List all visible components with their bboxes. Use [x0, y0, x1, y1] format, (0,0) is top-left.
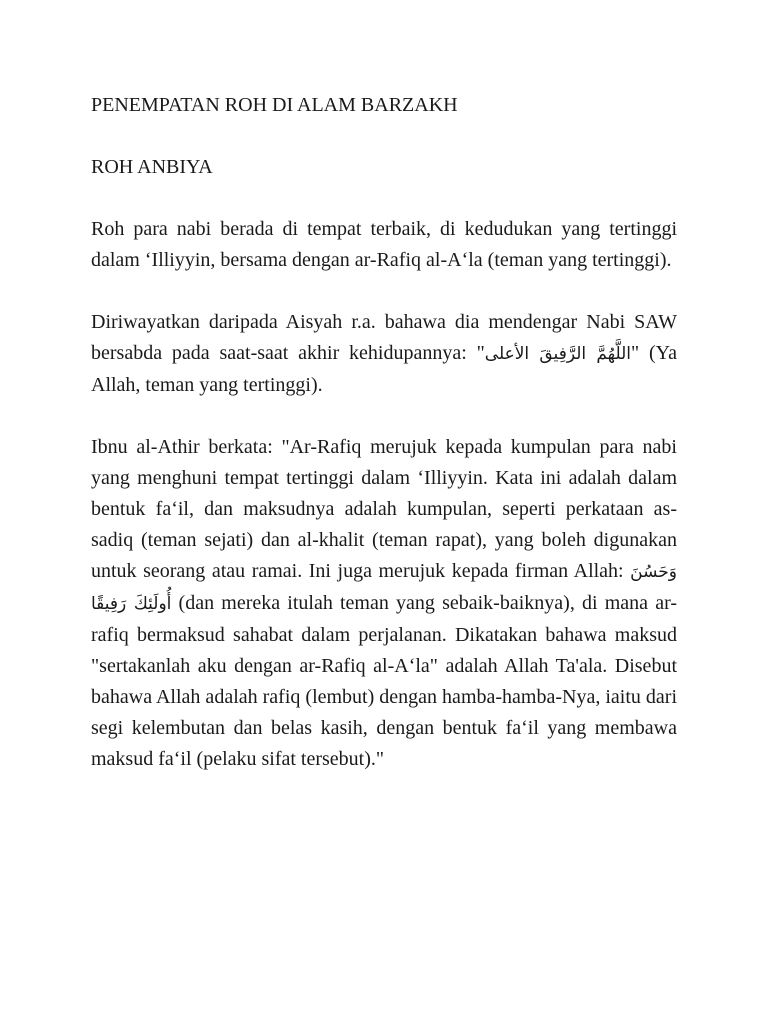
paragraph-3-arabic-verse: وَحَسُنَ أُولَئِكَ رَفِيقًا [91, 562, 677, 614]
paragraph-2-arabic-quote: اللَّهُمَّ الرَّفِيقَ الأعلى [484, 344, 632, 364]
paragraph-3-text-before: Ibnu al-Athir berkata: "Ar-Rafiq merujuk kepada kumpulan para nabi yang menghuni tempat tertinggi dalam ‘Illiyyin. Kata ini adalah dalam bentuk fa‘il, dan maksudnya adalah kumpulan, seperti perkataan as-sadiq (teman sejati) dan al-khalit (teman rapat), yang boleh digunakan untuk seorang atau ramai. Ini juga merujuk kepada firman Allah: [91, 436, 677, 582]
document-page [91, 90, 677, 806]
section-heading: ROH ANBIYA [91, 156, 213, 178]
paragraph-1 [91, 214, 677, 276]
paragraph-3 [91, 432, 677, 775]
paragraph-3-text-after: (dan mereka itulah teman yang sebaik-baiknya), di mana ar-rafiq bermaksud sahabat dalam perjalanan. Dikatakan bahawa maksud "sertakanlah aku dengan ar-Rafiq al-A‘la" adalah Allah Ta'ala. Disebut bahawa Allah adalah rafiq (lembut) dengan hamba-hamba-Nya, iaitu dari segi kelembutan dan belas kasih, dengan bentuk fa‘il yang membawa maksud fa‘il (pelaku sifat tersebut)." [91, 592, 677, 770]
paragraph-1-text: Roh para nabi berada di tempat terbaik, di kedudukan yang tertinggi dalam ‘Illiyyin, bersama dengan ar-Rafiq al-A‘la (teman yang tertinggi). [91, 218, 677, 271]
paragraph-2-text-after: " (Ya Allah, teman yang tertinggi). [91, 342, 677, 396]
document-title: PENEMPATAN ROH DI ALAM BARZAKH [91, 94, 458, 116]
paragraph-2-text-before: Diriwayatkan daripada Aisyah r.a. bahawa dia mendengar Nabi SAW bersabda pada saat-saat akhir kehidupannya: " [91, 311, 677, 364]
paragraph-2 [91, 307, 677, 401]
